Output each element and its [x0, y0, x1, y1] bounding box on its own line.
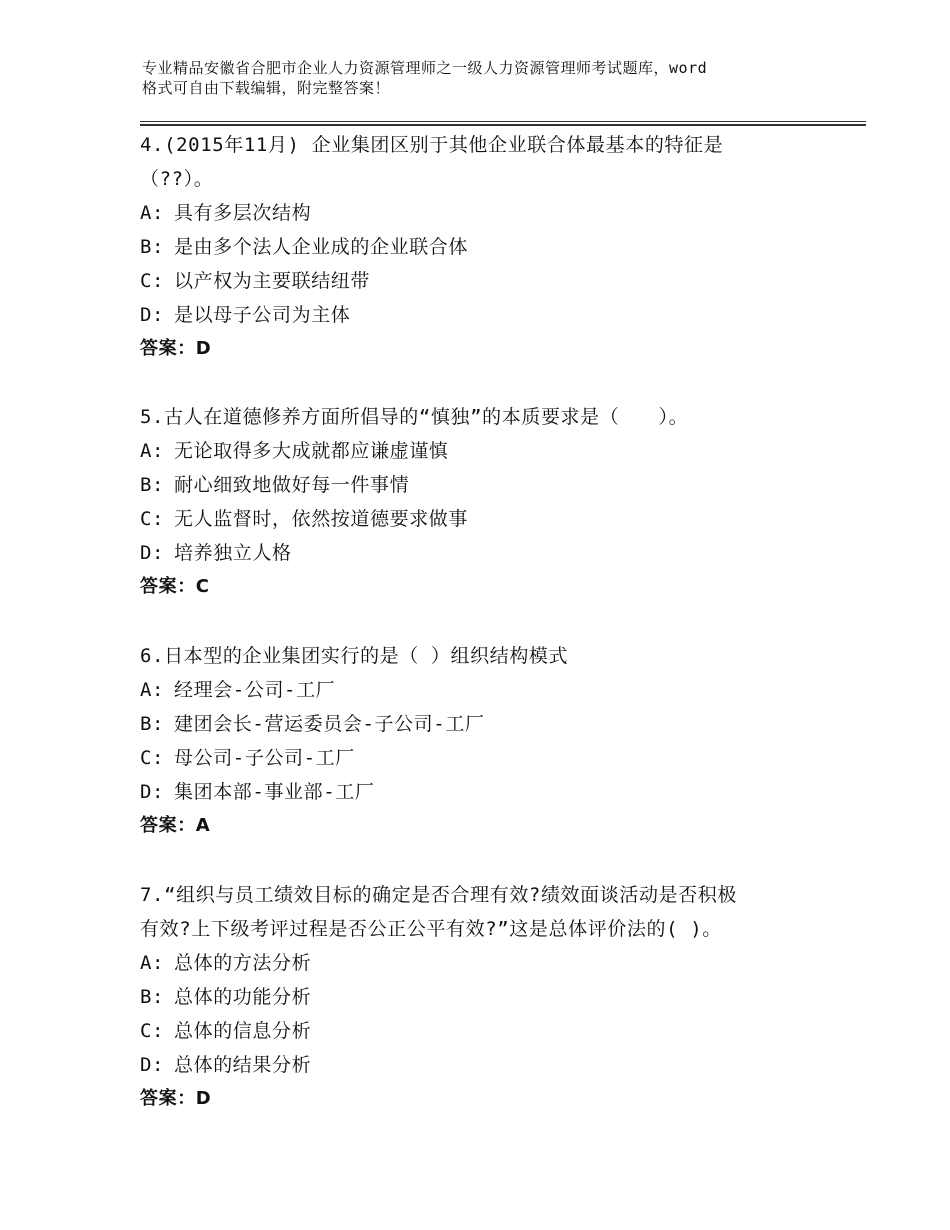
document-header [142, 58, 842, 98]
option-d: D: 集团本部-事业部-工厂 [140, 781, 375, 803]
answer: 答案：C [140, 576, 210, 597]
option-b: B: 是由多个法人企业成的企业联合体 [140, 236, 469, 258]
option-c: C: 以产权为主要联结纽带 [140, 270, 371, 292]
option-d: D: 培养独立人格 [140, 542, 292, 564]
option-b: B: 耐心细致地做好每一件事情 [140, 474, 410, 496]
option-a: A: 具有多层次结构 [140, 202, 312, 224]
question-stem: 7.“组织与员工绩效目标的确定是否合理有效?绩效面谈活动是否积极 有效?上下级考评过程是否公正公平有效?”这是总体评价法的( )。 [140, 884, 737, 940]
question-4 [140, 128, 820, 366]
question-stem: 4.(2015年11月) 企业集团区别于其他企业联合体最基本的特征是 （??）。 [140, 134, 724, 190]
question-7 [140, 878, 820, 1116]
question-stem: 5.古人在道德修养方面所倡导的“慎独”的本质要求是（ ）。 [140, 406, 689, 428]
option-a: A: 无论取得多大成就都应谦虚谨慎 [140, 440, 449, 462]
answer: 答案：D [140, 1088, 212, 1109]
option-c: C: 总体的信息分析 [140, 1020, 312, 1042]
option-c: C: 母公司-子公司-工厂 [140, 747, 355, 769]
answer: 答案：A [140, 815, 211, 836]
option-b: B: 建团会长-营运委员会-子公司-工厂 [140, 713, 485, 735]
header-divider [140, 121, 866, 127]
option-a: A: 经理会-公司-工厂 [140, 679, 336, 701]
option-a: A: 总体的方法分析 [140, 952, 312, 974]
question-5 [140, 400, 820, 604]
question-stem: 6.日本型的企业集团实行的是（ ）组织结构模式 [140, 645, 569, 667]
header-line-1: 专业精品安徽省合肥市企业人力资源管理师之一级人力资源管理师考试题库，word [142, 59, 708, 77]
option-b: B: 总体的功能分析 [140, 986, 312, 1008]
question-6 [140, 639, 820, 843]
header-line-2: 格式可自由下载编辑，附完整答案！ [142, 79, 391, 97]
option-c: C: 无人监督时，依然按道德要求做事 [140, 508, 469, 530]
answer: 答案：D [140, 338, 212, 359]
option-d: D: 总体的结果分析 [140, 1054, 312, 1076]
option-d: D: 是以母子公司为主体 [140, 304, 351, 326]
